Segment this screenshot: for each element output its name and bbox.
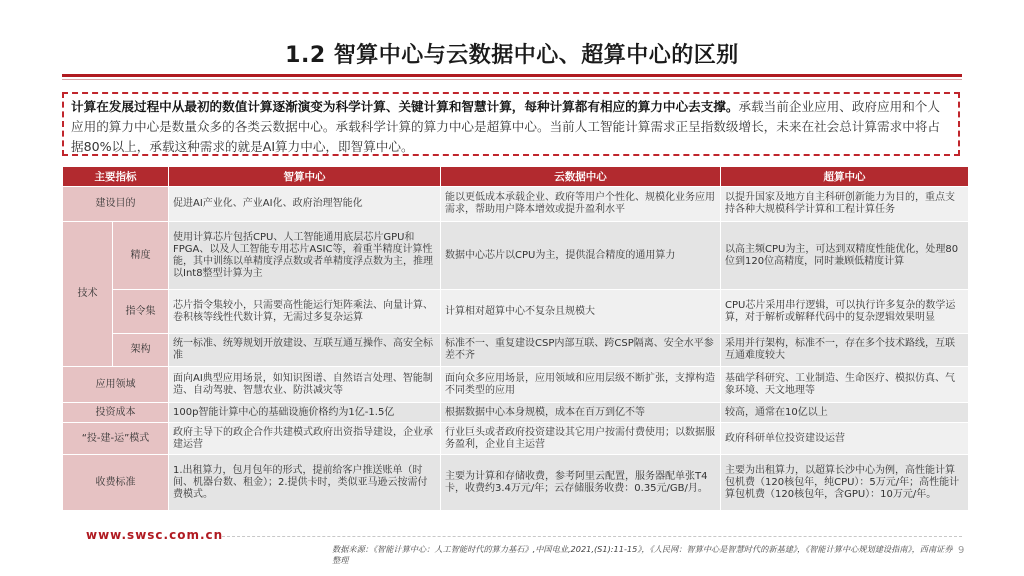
table-row xyxy=(63,290,969,334)
table-cell: 1.出租算力，包月包年的形式，提前给客户推送账单（时间、机器台数、租金）；2.提供卡时，类似亚马逊云按需付费模式。 xyxy=(169,455,441,511)
table-row xyxy=(63,367,969,403)
table-row xyxy=(63,403,969,423)
header-indicator: 主要指标 xyxy=(63,167,169,187)
intro-text: 承载当前企业应用、政府应用和个人应用的算力中心是数量众多的各类云数据中心。承载科学计算的算力中心是超算中心。当前人工智能计算需求正呈指数级增长，未来在社会总计算需求中将占据80%以上，承载这种需求的就是AI算力中心，即智算中心。 xyxy=(71,99,940,154)
page-number: 9 xyxy=(958,545,965,556)
table-cell: 主要为计算和存储收费，参考阿里云配置，服务器配单张T4卡，收费约3.4万元/年；云存储服务收费：0.35元/GB/月。 xyxy=(441,455,721,511)
table-cell: 统一标准、统筹规划开放建设、互联互通互操作、高安全标准 xyxy=(169,334,441,367)
table-row xyxy=(63,222,969,290)
intro-box xyxy=(62,92,960,156)
table-cell: 以高主频CPU为主，可达到双精度性能优化，处理80位到120位高精度，同时兼顾低精度计算 xyxy=(721,222,969,290)
table-row xyxy=(63,187,969,222)
header-supercomputing: 超算中心 xyxy=(721,167,969,187)
row-label-cost: 投资成本 xyxy=(63,403,169,423)
table-cell: 标准不一、重复建设CSP内部互联、跨CSP隔离、安全水平参差不齐 xyxy=(441,334,721,367)
table-row xyxy=(63,455,969,511)
table-cell: 面向众多应用场景，应用领域和应用层级不断扩张，支撑构造不同类型的应用 xyxy=(441,367,721,403)
header-cloud-datacenter: 云数据中心 xyxy=(441,167,721,187)
table-cell: 政府科研单位投资建设运营 xyxy=(721,423,969,455)
title-divider-thin xyxy=(62,79,962,80)
row-label-mode: “投-建-运”模式 xyxy=(63,423,169,455)
table-cell: 采用并行架构，标准不一，存在多个技术路线，互联互通难度较大 xyxy=(721,334,969,367)
table-cell: 数据中心芯片以CPU为主，提供混合精度的通用算力 xyxy=(441,222,721,290)
header-intelligent-computing: 智算中心 xyxy=(169,167,441,187)
footer-divider xyxy=(222,536,962,537)
table-cell: 根据数据中心本身规模，成本在百万到亿不等 xyxy=(441,403,721,423)
row-label-arch: 架构 xyxy=(113,334,169,367)
table-cell: 100p智能计算中心的基础设施价格约为1亿-1.5亿 xyxy=(169,403,441,423)
table-cell: 能以更低成本承载企业、政府等用户个性化、规模化业务应用需求，帮助用户降本增效或提升盈利水平 xyxy=(441,187,721,222)
title-divider xyxy=(62,74,962,77)
table-cell: CPU芯片采用串行逻辑，可以执行许多复杂的数学运算，对于解析或解释代码中的复杂逻辑效果明显 xyxy=(721,290,969,334)
table-cell: 芯片指令集较小，只需要高性能运行矩阵乘法、向量计算、卷积核等线性代数计算，无需过多复杂运算 xyxy=(169,290,441,334)
table-row xyxy=(63,334,969,367)
table-cell: 以提升国家及地方自主科研创新能力为目的，重点支持各种大规模科学计算和工程计算任务 xyxy=(721,187,969,222)
page-title: 1.2 智算中心与云数据中心、超算中心的区别 xyxy=(285,43,739,68)
comparison-table xyxy=(62,166,969,511)
row-label-build: 建设目的 xyxy=(63,187,169,222)
table-cell: 较高，通常在10亿以上 xyxy=(721,403,969,423)
table-row xyxy=(63,423,969,455)
table-cell: 面向AI典型应用场景，如知识图谱、自然语言处理、智能制造、自动驾驶、智慧农业、防洪减灾等 xyxy=(169,367,441,403)
row-label-fee: 收费标准 xyxy=(63,455,169,511)
table-cell: 基础学科研究、工业制造、生命医疗、模拟仿真、气象环境、天文地理等 xyxy=(721,367,969,403)
row-label-isa: 指令集 xyxy=(113,290,169,334)
row-group-tech: 技术 xyxy=(63,222,113,367)
row-label-app: 应用领域 xyxy=(63,367,169,403)
table-cell: 政府主导下的政企合作共建模式政府出资指导建设，企业承建运营 xyxy=(169,423,441,455)
intro-bold-text: 计算在发展过程中从最初的数值计算逐渐演变为科学计算、关键计算和智慧计算，每种计算都有相应的算力中心去支撑。 xyxy=(71,99,739,114)
table-cell: 使用计算芯片包括CPU、人工智能通用底层芯片GPU和FPGA、以及人工智能专用芯片ASIC等，着重半精度计算性能，其中训练以单精度浮点数或者单精度浮点数为主，推理以Int8整型计算为主 xyxy=(169,222,441,290)
table-cell: 主要为出租算力，以超算长沙中心为例，高性能计算包机费（120核包年，纯CPU）：5万元/年；高性能计算包机费（120核包年，含GPU）：10万元/年。 xyxy=(721,455,969,511)
table-cell: 计算相对超算中心不复杂且规模大 xyxy=(441,290,721,334)
table-cell: 行业巨头或者政府投资建设其它用户按需付费使用；以数据服务盈利，企业自主运营 xyxy=(441,423,721,455)
table-cell: 促进AI产业化、产业AI化、政府治理智能化 xyxy=(169,187,441,222)
table-header-row xyxy=(63,167,969,187)
row-label-precision: 精度 xyxy=(113,222,169,290)
footer-website: www.swsc.com.cn xyxy=(86,528,224,542)
source-note: 数据来源：《智能计算中心：人工智能时代的算力基石》,中国电业,2021,(S1):11-15》，《人民网：智算中心是智慧时代的新基建》，《智能计算中心规划建设指南》，西南证券整理 xyxy=(332,544,953,565)
